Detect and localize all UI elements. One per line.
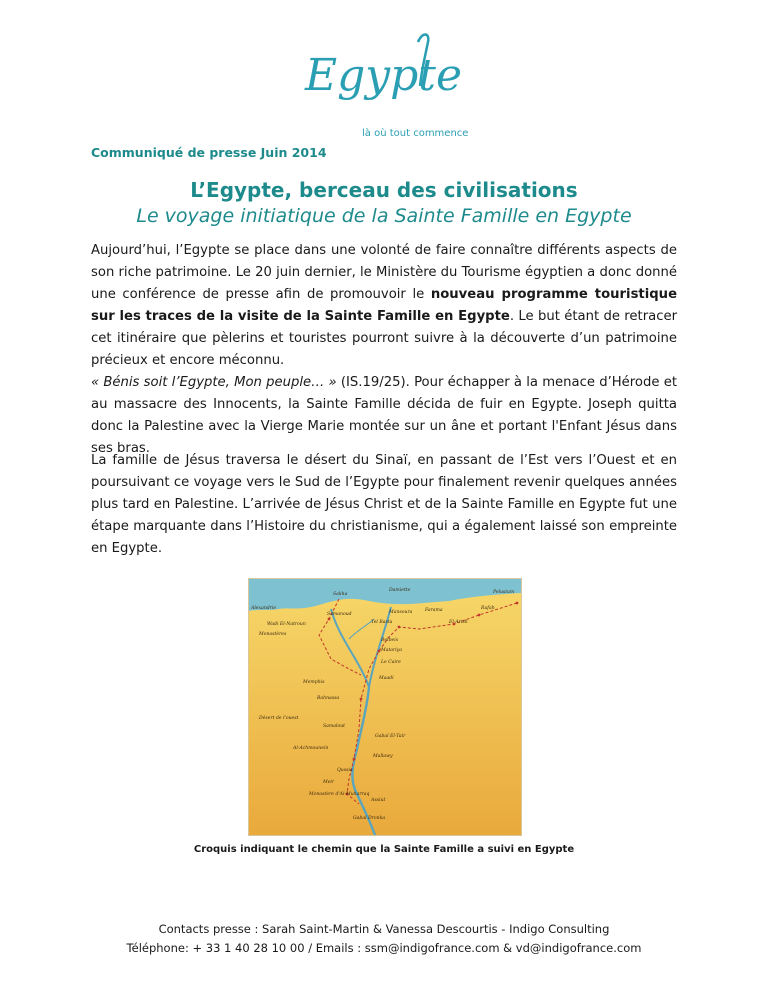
bible-quote: « Bénis soit l’Egypte, Mon peuple… » xyxy=(91,375,337,390)
map-label-mallawy: Mallawy xyxy=(373,754,393,759)
holy-family-route-map xyxy=(248,578,522,836)
footer-contacts xyxy=(0,920,768,958)
map-label-wadi: Wadi El-Natroun xyxy=(267,622,306,627)
map-label-le-caire: Le Caire xyxy=(381,660,401,665)
map-label-el-arish: El-Arish xyxy=(449,620,468,625)
page-subtitle: Le voyage initiatique de la Sainte Famille en Egypte xyxy=(136,205,632,227)
map-label-sakha: Sakha xyxy=(333,592,348,597)
map-label-gabal-tair: Gabal El-Tair xyxy=(375,734,406,739)
map-label-monasteres: Monastères xyxy=(259,632,287,637)
map-label-bahnassa: Bahnassa xyxy=(317,696,340,701)
map-label-samanoud: Samanoud xyxy=(327,612,352,617)
map-label-matariya: Matariya xyxy=(381,648,403,653)
paragraph-quote-text: (IS.19/25). Pour échapper à la menace d’Hérode et au massacre des Innocents, la Sainte Famille décida de fuir en Egypte. Joseph quitta donc la Palestine avec la Vierge Marie montée sur un âne et portant l'Enfant Jésus dans ses bras. xyxy=(91,375,677,456)
map-label-memphis: Memphis xyxy=(303,680,325,685)
map-caption: Croquis indiquant le chemin que la Sainte Famille a suivi en Egypte xyxy=(193,844,575,855)
map-label-belbeis: Belbeis xyxy=(381,638,399,643)
map-label-achmounein: Al-Achmounein xyxy=(293,746,329,751)
egypte-logo xyxy=(300,28,470,146)
map-label-maadi: Maadi xyxy=(379,676,394,681)
paragraph-intro xyxy=(91,240,677,372)
paragraph-quote xyxy=(91,372,677,460)
map-label-desert: Désert de l'ouest xyxy=(259,716,299,721)
map-label-qussia: Qussia xyxy=(337,768,353,773)
map-label-damiette: Damiette xyxy=(389,588,411,593)
map-label-tel-basta: Tel Basta xyxy=(371,620,393,625)
logo-wordmark: Egypte xyxy=(305,50,463,101)
footer-phone-emails: Téléphone: + 33 1 40 28 10 00 / Emails : ssm@indigofrance.com & vd@indigofrance.com xyxy=(126,941,642,955)
map-label-rafah: Rafah xyxy=(481,606,495,611)
paragraph-intro-text-b: . Le but étant de retracer cet itinéraire que pèlerins et touristes pourront suivre à la découverte d’un patrimoine précieux et encore méconnu. xyxy=(91,309,677,368)
map-label-samalout: Samalout xyxy=(323,724,346,729)
footer-contacts-line: Contacts presse : Sarah Saint-Martin & Vanessa Descourtis - Indigo Consulting xyxy=(158,922,610,936)
map-label-pelusium: Pelusium xyxy=(493,590,515,595)
press-release-date: Communiqué de presse Juin 2014 xyxy=(91,145,327,160)
paragraph-intro-bold: nouveau programme touristique sur les traces de la visite de la Sainte Famille en Egypte xyxy=(91,287,678,324)
map-label-alexandrie: Alexandrie xyxy=(251,606,277,611)
map-label-mansoura: Mansoura xyxy=(389,610,413,615)
map-label-assiut: Assiut xyxy=(371,798,386,803)
paragraph-intro-text-a: Aujourd’hui, l’Egypte se place dans une volonté de faire connaître différents aspects de son riche patrimoine. Le 20 juin dernier, le Ministère du Tourisme égyptien a donc donné une conférence de presse afin de promouvoir le xyxy=(91,243,677,302)
map-label-farama: Farama xyxy=(425,608,443,613)
map-label-meir: Meir xyxy=(323,780,335,785)
map-label-muharraq: Monastère d'Al-Muharraq xyxy=(309,792,370,797)
logo-tagline: là où tout commence xyxy=(362,128,469,139)
paragraph-journey: La famille de Jésus traversa le désert du Sinaï, en passant de l’Est vers l’Ouest et en poursuivant ce voyage vers le Sud de l’Egypte pour finalement revenir quelques années plus tard en Palestine. L’arrivée de Jésus Christ et de la Sainte Famille en Egypte fut une étape marquante dans l’Histoire du christianisme, qui a également laissé son empreinte en Egypte. xyxy=(91,453,677,556)
map-label-gabal-dronka: Gabal Dronka xyxy=(353,816,386,821)
page-title: L’Egypte, berceau des civilisations xyxy=(190,178,578,202)
